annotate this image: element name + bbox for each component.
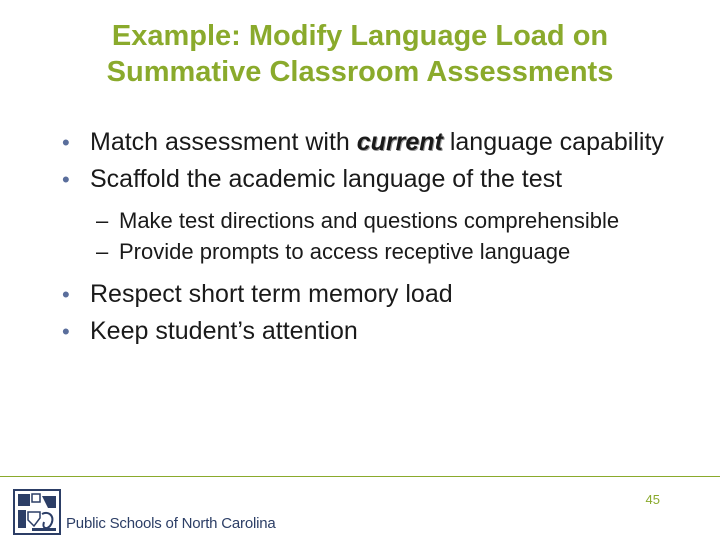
bullet-text: Scaffold the academic language of the test — [90, 165, 563, 193]
bullet-marker: • — [62, 130, 70, 155]
title-line-1: Example: Modify Language Load on — [111, 20, 609, 52]
bullet-attention — [60, 317, 680, 346]
footer-divider — [0, 476, 720, 477]
nc-schools-logo-icon — [12, 488, 62, 536]
bullet-scaffold — [60, 165, 680, 194]
page-number: 45 — [645, 492, 660, 507]
org-name: Public Schools of North Carolina — [66, 515, 276, 532]
slide-title — [0, 18, 720, 90]
bullet-text: Keep student’s attention — [90, 317, 358, 345]
bullet-text-prefix: Match assessment with — [90, 128, 357, 156]
slide-body — [60, 128, 680, 354]
dash-marker: – — [96, 208, 109, 233]
title-line-2: Summative Classroom Assessments — [106, 56, 614, 88]
bullet-memory-load — [60, 280, 680, 309]
bullet-text: Respect short term memory load — [90, 280, 453, 308]
sub-bullet-directions — [60, 208, 680, 233]
bullet-marker: • — [62, 167, 70, 192]
sub-bullet-text: Provide prompts to access receptive language — [119, 239, 571, 264]
sub-bullet-prompts — [60, 239, 680, 264]
bullet-marker: • — [62, 282, 70, 307]
dash-marker: – — [96, 239, 109, 264]
bullet-marker: • — [62, 319, 70, 344]
bullet-text-suffix: language capability — [442, 128, 664, 156]
emphasized-word: current — [356, 128, 443, 156]
bullet-match-assessment — [60, 128, 680, 157]
sub-bullet-text: Make test directions and questions comprehensible — [119, 208, 620, 233]
